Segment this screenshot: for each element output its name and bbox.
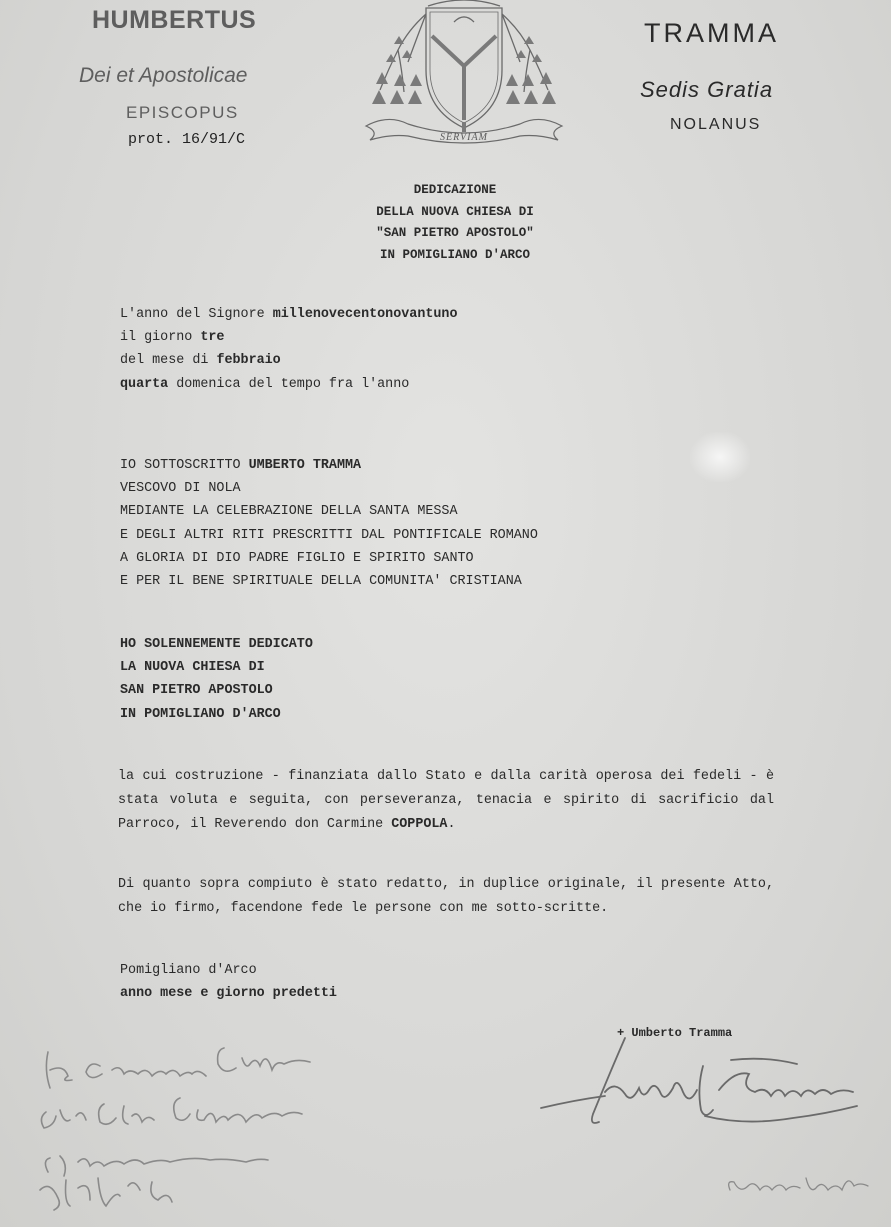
sunday-line	[120, 373, 458, 396]
month-prefix: del mese di	[120, 353, 217, 369]
bishop-line	[120, 454, 538, 477]
sunday-value: quarta	[120, 376, 169, 392]
construction-text: la cui costruzione - finanziata dallo Stato e dalla carità operosa dei fedeli - è stata voluta e seguita, con perseveranza, tenacia e spirito di sacrificio dal Parroco, il Reverendo don Carmine	[118, 769, 774, 832]
latin-title-right: NOLANUS	[670, 116, 762, 133]
title-line: IN POMIGLIANO D'ARCO	[379, 247, 531, 262]
bishop-prefix: IO SOTTOSCRITTO	[120, 458, 249, 473]
dedication-line: LA NUOVA CHIESA DI	[120, 660, 265, 676]
day-value: tre	[200, 330, 225, 346]
dedication-line: IN POMIGLIANO D'ARCO	[120, 706, 281, 722]
protocol-number: prot. 16/91/C	[128, 131, 246, 148]
sunday-suffix: domenica del tempo fra l'anno	[168, 376, 410, 392]
day-line	[120, 326, 458, 349]
title-line: DELLA NUOVA CHIESA DI	[376, 204, 534, 219]
year-line	[120, 303, 458, 326]
construction-end: .	[447, 817, 456, 832]
co-signature-handwritten	[720, 1160, 880, 1210]
day-prefix: il giorno	[120, 330, 201, 346]
bishop-text-line: E DEGLI ALTRI RITI PRESCRITTI DAL PONTIFICALE ROMANO	[120, 527, 538, 543]
title-line: DEDICAZIONE	[413, 183, 497, 197]
closing-paragraph: Di quanto sopra compiuto è stato redatto, in duplice originale, il presente Atto, che io firmo, facendone fede le persone con me sotto-scritte.	[118, 877, 774, 916]
glass-reflection	[690, 432, 750, 482]
date-block	[120, 303, 458, 396]
bishop-text-line: VESCOVO DI NOLA	[120, 481, 241, 497]
dedication-line: SAN PIETRO APOSTOLO	[120, 683, 273, 699]
witness-signatures-handwritten	[20, 1030, 340, 1220]
place: Pomigliano d'Arco	[120, 963, 257, 978]
bishop-text-line: MEDIANTE LA CELEBRAZIONE DELLA SANTA MESSA	[120, 504, 458, 520]
document-title	[340, 180, 570, 266]
place-date-block	[120, 959, 337, 1005]
title-line: "SAN PIETRO APOSTOLO"	[376, 226, 534, 240]
latin-subtitle-right: Sedis Gratia	[640, 77, 774, 102]
dedication-line: HO SOLENNEMENTE DEDICATO	[120, 637, 313, 652]
latin-title-left: EPISCOPUS	[126, 103, 239, 122]
parish-priest-name: COPPOLA	[391, 817, 448, 832]
crest-motto: SERVIAM	[440, 132, 488, 143]
bishop-name: UMBERTO TRAMMA	[248, 458, 362, 473]
episcopal-coat-of-arms-icon	[358, 0, 570, 150]
bishop-surname: TRAMMA	[644, 18, 779, 48]
bishop-text-line: E PER IL BENE SPIRITUALE DELLA COMUNITA' CRISTIANA	[120, 574, 522, 590]
bishop-block	[120, 454, 538, 593]
date-reference: anno mese e giorno predetti	[120, 986, 337, 1002]
bishop-signature-handwritten	[535, 1030, 865, 1150]
month-line	[120, 349, 458, 372]
year-value: millenovecentonovantuno	[272, 307, 458, 322]
dedication-block	[120, 633, 313, 726]
bishop-latin-name: HUMBERTUS	[92, 6, 257, 34]
typed-signature-name: + Umberto Tramma	[617, 1026, 733, 1040]
year-prefix: L'anno del Signore	[120, 307, 273, 322]
bishop-text-line: A GLORIA DI DIO PADRE FIGLIO E SPIRITO SANTO	[120, 550, 474, 566]
month-value: febbraio	[216, 353, 281, 369]
construction-paragraph	[118, 765, 774, 837]
latin-subtitle-left: Dei et Apostolicae	[79, 64, 248, 87]
